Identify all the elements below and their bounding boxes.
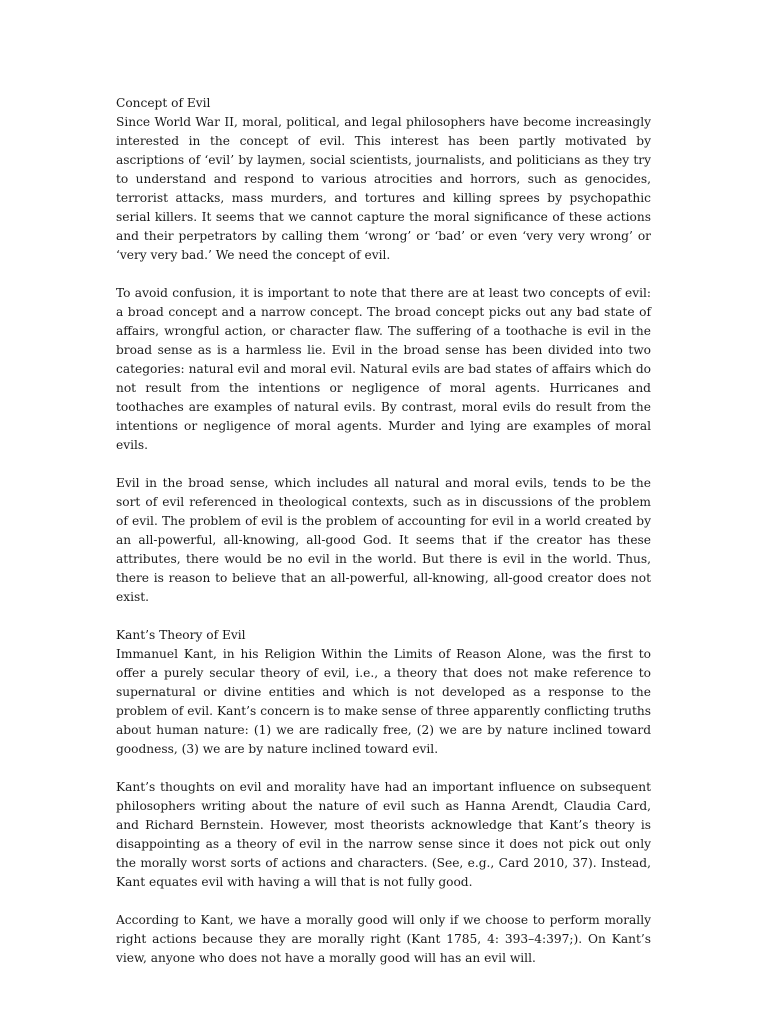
paragraph: Since World War II, moral, political, and legal philosophers have become increasingly interested in the concept of evil. This interest has been partly motivated by ascriptions of ‘evil’ by laymen, social scientists, journalists, and politicians as they try to understand and respond to various atrocities and horrors, such as genocides, terrorist attacks, mass murders, and tortures and killing sprees by psychopathic serial killers. It seems that we cannot capture the moral significance of these actions and their perpetrators by calling them ‘wrong’ or ‘bad’ or even ‘very very wrong’ or ‘very very bad.’ We need the concept of evil. [116,115,651,262]
document-page [116,94,651,987]
section-concept-of-evil [116,94,651,607]
section-heading: Concept of Evil [116,96,211,110]
paragraph: To avoid confusion, it is important to note that there are at least two concepts of evil: a broad concept and a narrow concept. The broad concept picks out any bad state of affairs, wrongful action, or character flaw. The suffering of a toothache is evil in the broad sense as is a harmless lie. Evil in the broad sense has been divided into two categories: natural evil and moral evil. Natural evils are bad states of affairs which do not result from the intentions or negligence of moral agents. Hurricanes and toothaches are examples of natural evils. By contrast, moral evils do result from the intentions or negligence of moral agents. Murder and lying are examples of moral evils. [116,286,651,452]
section-heading: Kant’s Theory of Evil [116,628,246,642]
paragraph: Immanuel Kant, in his Religion Within the Limits of Reason Alone, was the first to offer a purely secular theory of evil, i.e., a theory that does not make reference to supernatural or divine entities and which is not developed as a response to the problem of evil. Kant’s concern is to make sense of three apparently conflicting truths about human nature: (1) we are radically free, (2) we are by nature inclined toward goodness, (3) we are by nature inclined toward evil. [116,647,651,756]
paragraph: Kant’s thoughts on evil and morality have had an important influence on subsequent philosophers writing about the nature of evil such as Hanna Arendt, Claudia Card, and Richard Bernstein. However, most theorists acknowledge that Kant’s theory is disappointing as a theory of evil in the narrow sense since it does not pick out only the morally worst sorts of actions and characters. (See, e.g., Card 2010, 37). Instead, Kant equates evil with having a will that is not fully good. [116,780,651,889]
paragraph: According to Kant, we have a morally good will only if we choose to perform morally right actions because they are morally right (Kant 1785, 4: 393–4:397;). On Kant’s view, anyone who does not have a morally good will has an evil will. [116,913,651,965]
paragraph: Evil in the broad sense, which includes all natural and moral evils, tends to be the sort of evil referenced in theological contexts, such as in discussions of the problem of evil. The problem of evil is the problem of accounting for evil in a world created by an all-powerful, all-knowing, all-good God. It seems that if the creator has these attributes, there would be no evil in the world. But there is evil in the world. Thus, there is reason to believe that an all-powerful, all-knowing, all-good creator does not exist. [116,476,651,604]
section-kants-theory-of-evil [116,626,651,968]
